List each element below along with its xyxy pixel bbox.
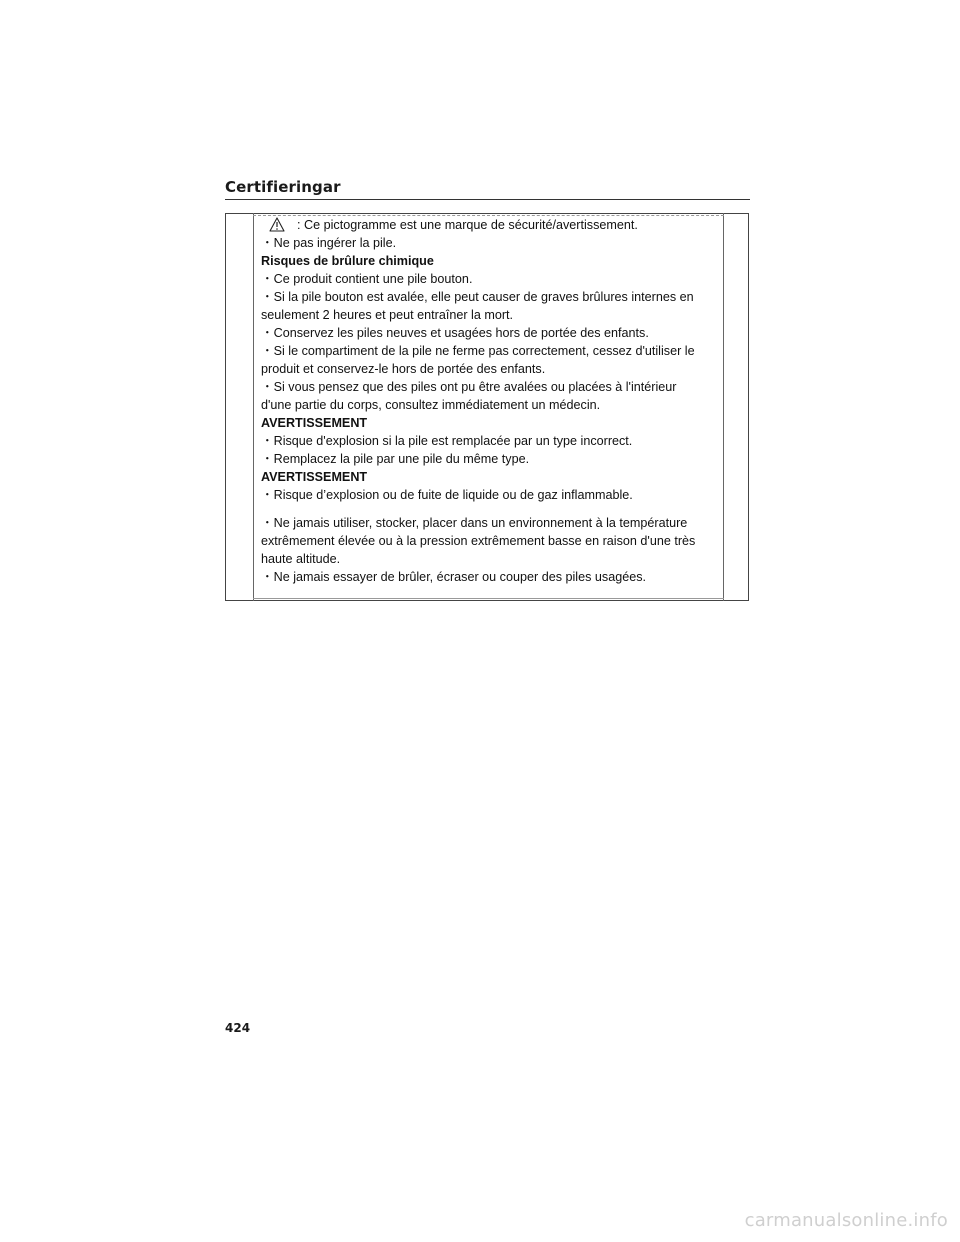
notice-line-17: ・Ne jamais utiliser, stocker, placer dans un environnement à la température [261, 516, 688, 530]
notice-line-4: ・Si la pile bouton est avalée, elle peut causer de graves brûlures internes en [261, 290, 694, 304]
notice-heading-warning-2: AVERTISSEMENT [261, 470, 368, 484]
page-number: 424 [225, 1021, 251, 1035]
warning-legend-text: : Ce pictogramme est une marque de sécurité/avertissement. [297, 218, 638, 232]
notice-line-6: ・Conservez les piles neuves et usagées hors de portée des enfants. [261, 326, 649, 340]
notice-line-9: ・Si vous pensez que des piles ont pu être avalées ou placées à l'intérieur [261, 380, 677, 394]
site-watermark: carmanualsonline.info [744, 1210, 948, 1231]
notice-content [261, 216, 719, 586]
notice-line-20: ・Ne jamais essayer de brûler, écraser ou couper des piles usagées. [261, 570, 647, 584]
notice-bottom-rule [253, 598, 724, 599]
notice-line-7: ・Si le compartiment de la pile ne ferme pas correctement, cessez d'utiliser le [261, 344, 695, 358]
notice-spacer [261, 504, 719, 514]
notice-heading-warning-1: AVERTISSEMENT [261, 416, 368, 430]
notice-line-10: d'une partie du corps, consultez immédiatement un médecin. [261, 398, 601, 412]
notice-line-3: ・Ce produit contient une pile bouton. [261, 272, 473, 286]
notice-line-19: haute altitude. [261, 552, 341, 566]
notice-line-15: ・Risque d’explosion ou de fuite de liquide ou de gaz inflammable. [261, 488, 633, 502]
warning-triangle-icon [269, 217, 285, 232]
notice-line-1: ・Ne pas ingérer la pile. [261, 236, 397, 250]
notice-line-13: ・Remplacez la pile par une pile du même type. [261, 452, 530, 466]
notice-line-0 [261, 216, 719, 234]
notice-line-8: produit et conservez-le hors de portée des enfants. [261, 362, 546, 376]
notice-heading-chemical-burn: Risques de brûlure chimique [261, 254, 434, 268]
notice-line-5: seulement 2 heures et peut entraîner la mort. [261, 308, 514, 322]
notice-line-18: extrêmement élevée ou à la pression extrêmement basse en raison d'une très [261, 534, 696, 548]
section-title: Certifieringar [225, 178, 341, 196]
section-title-rule [225, 199, 750, 200]
notice-line-12: ・Risque d'explosion si la pile est remplacée par un type incorrect. [261, 434, 633, 448]
